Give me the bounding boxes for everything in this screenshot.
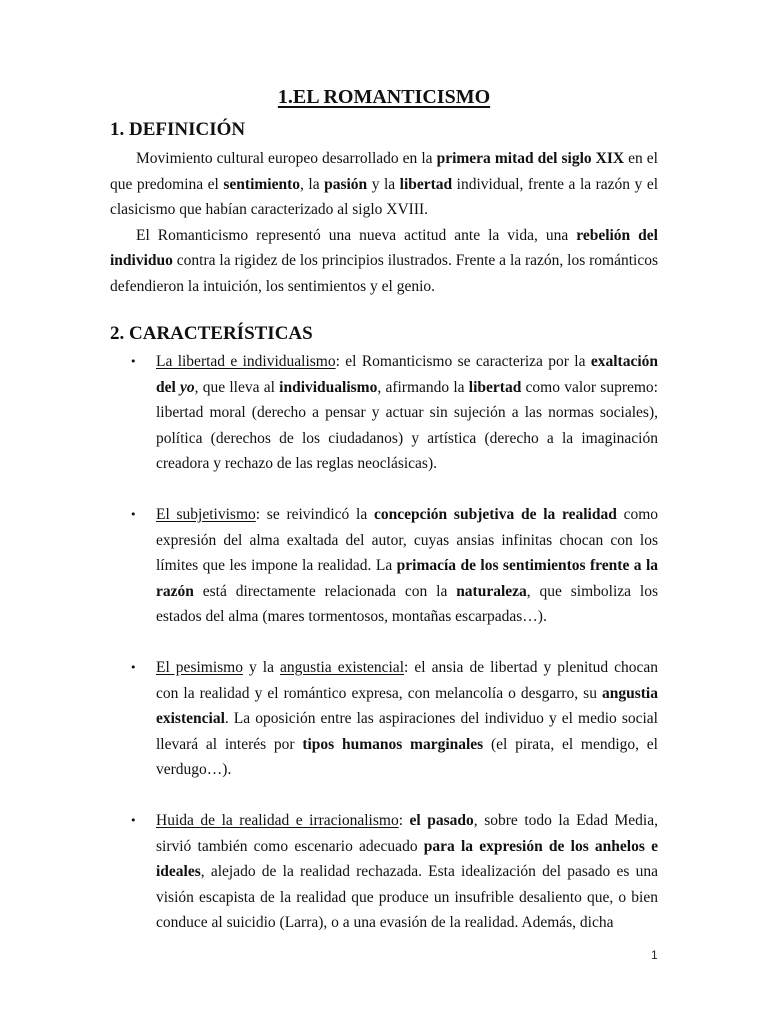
text-run: , afirmando la: [377, 378, 469, 396]
text-run: :: [398, 812, 410, 829]
underlined-term: La libertad e individualismo: [156, 353, 336, 370]
page-number: 1: [651, 948, 658, 962]
text-run: y la: [367, 175, 400, 193]
list-item-huida: [110, 808, 658, 936]
text-run: , que simboliza los estados del alma (mares tormentosos, montañas escarpadas…).: [156, 582, 658, 625]
bold-run: libertad: [468, 378, 522, 396]
section-heading-caracteristicas: 2. CARACTERÍSTICAS: [110, 323, 313, 344]
bold-run: el pasado: [409, 812, 474, 829]
text-run: : se reivindicó la: [255, 506, 374, 523]
bold-run: sentimiento: [223, 175, 301, 193]
bold-italic-run: yo: [180, 378, 195, 396]
text-run: : el ansia de libertad y plenitud chocan con la realidad y el romántico expresa, con melancolía o desgarro, su: [156, 659, 658, 702]
list-item-subjetivismo: [110, 502, 658, 630]
bold-run: individualismo: [279, 378, 378, 396]
section-heading-definicion: 1. DEFINICIÓN: [110, 119, 246, 140]
text-run: : el Romanticismo se caracteriza por la: [335, 353, 591, 370]
bold-run: primera mitad del siglo XIX: [436, 150, 625, 167]
text-run: en el que predomina el: [110, 150, 658, 193]
bold-run: angustia existencial: [156, 684, 658, 727]
page-title: 1.EL ROMANTICISMO: [277, 86, 491, 108]
text-run: contra la rigidez de los principios ilustrados. Frente a la razón, los románticos defendieron la intuición, los sentimientos y el genio.: [110, 252, 659, 295]
bold-run: rebelión del individuo: [110, 226, 658, 269]
text-run: Movimiento cultural europeo desarrollado en la: [136, 150, 437, 167]
bold-run: naturaleza: [456, 582, 527, 600]
text-run: , que lleva al: [194, 378, 280, 396]
text-run: está directamente relacionada con la: [193, 582, 457, 600]
bold-run: primacía de los sentimientos frente a la razón: [156, 557, 658, 600]
text-run: como expresión del alma exaltada del autor, cuyas ansias infinitas chocan con los límites que les impone la realidad. La: [156, 506, 659, 574]
bold-run: libertad: [399, 175, 453, 193]
text-run: individual, frente a la razón y el clasicismo que habían caracterizado al siglo XVIII.: [110, 175, 659, 218]
bold-run: exaltación del: [156, 353, 658, 396]
underlined-term: El pesimismo: [156, 659, 243, 676]
underlined-term: angustia existencial: [280, 659, 404, 676]
text-run: El Romanticismo representó una nueva actitud ante la vida, una: [136, 226, 577, 244]
caracteristicas-list: [110, 349, 658, 961]
text-run: (el pirata, el mendigo, el verdugo…).: [156, 735, 658, 778]
bold-run: para la expresión de los anhelos e ideales: [156, 837, 658, 880]
definicion-text: [110, 146, 658, 299]
underlined-term: Huida de la realidad e irracionalismo: [156, 812, 399, 829]
list-item-libertad: [110, 349, 658, 477]
bold-run: concepción subjetiva de la realidad: [373, 506, 617, 523]
text-run: como valor supremo: libertad moral (derecho a pensar y actuar sin sujeción a las normas sociales), política (derechos de los ciudadanos) y artística (derecho a la imaginación creadora y rechazo de las reglas neoclásicas).: [156, 378, 658, 472]
text-run: , alejado de la realidad rechazada. Esta idealización del pasado es una visión escapista de la realidad que produce un insufrible desaliento que, o bien conduce al suicidio (Larra), o a una evasión de la realidad. Además, dicha: [156, 863, 658, 931]
bold-run: pasión: [324, 175, 368, 193]
text-run: y la: [242, 659, 281, 676]
underlined-term: El subjetivismo: [156, 506, 256, 523]
definicion-paragraph-2: [110, 223, 658, 300]
text-run: , la: [300, 175, 325, 193]
text-run: . La oposición entre las aspiraciones del individuo y el medio social llevará al interés por: [156, 710, 658, 753]
definicion-paragraph-1: [110, 146, 658, 223]
list-item-pesimismo: [110, 655, 658, 783]
bold-run: tipos humanos marginales: [302, 735, 484, 753]
text-run: , sobre todo la Edad Media, sirvió también como escenario adecuado: [156, 812, 658, 855]
